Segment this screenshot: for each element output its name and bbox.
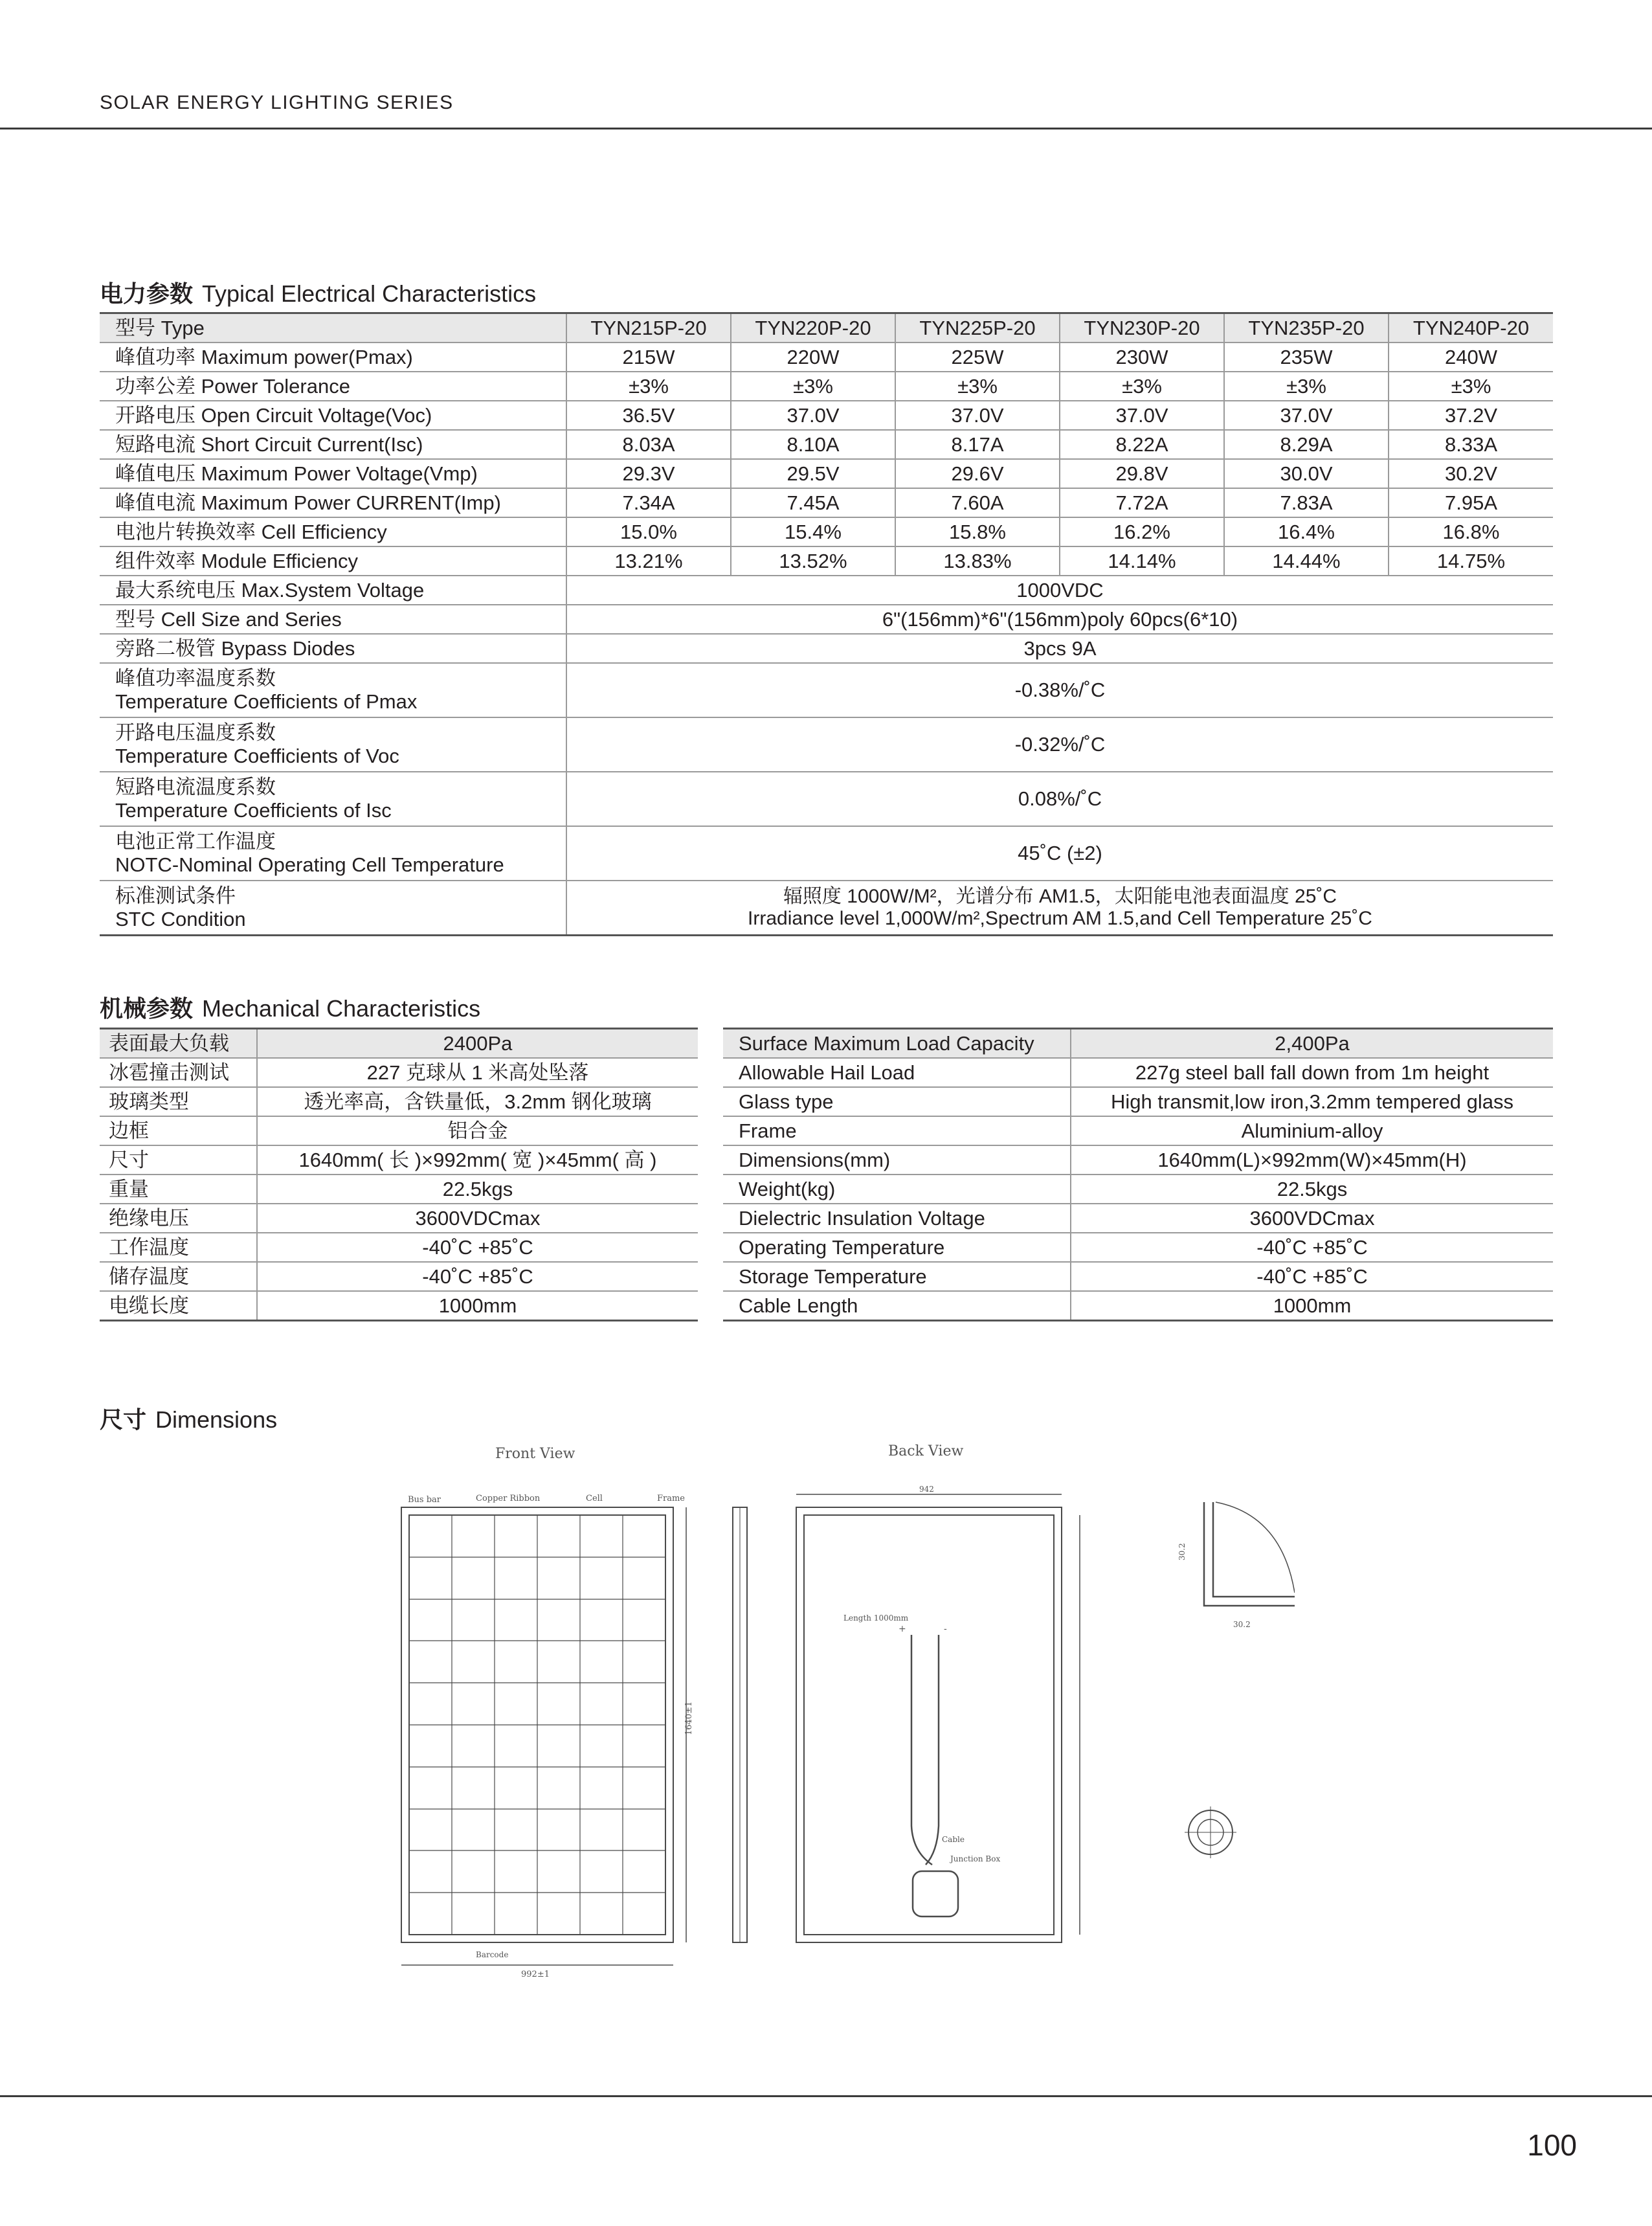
row-label: Surface Maximum Load Capacity [723,1029,1071,1059]
electrical-title-en: Typical Electrical Characteristics [202,280,537,307]
cell-value: 14.44% [1224,546,1389,576]
model-header: TYN235P-20 [1224,313,1389,343]
back-view-label: Back View [888,1443,964,1459]
table-row [100,772,1553,826]
plus-sign-label: + [899,1624,906,1634]
row-label: 组件效率 Module Efficiency [100,546,566,576]
copper-ribbon-label: Copper Ribbon [476,1494,541,1503]
table-row [100,605,1553,634]
cable-length-label: Length 1000mm [843,1613,909,1623]
shared-value: 1000VDC [566,576,1553,605]
model-header: TYN230P-20 [1060,313,1224,343]
cell-value: 227 克球从 1 米高处坠落 [257,1058,698,1087]
cell-value: ±3% [731,372,895,401]
cell-value: ±3% [566,372,731,401]
cell-value: 2,400Pa [1071,1029,1553,1059]
table-row [100,459,1553,488]
row-label: Frame [723,1116,1071,1145]
row-label: 功率公差 Power Tolerance [100,372,566,401]
minus-sign-label: - [944,1624,947,1634]
cell-value: 铝合金 [257,1116,698,1145]
cell-value: 透光率高，含铁量低，3.2mm 钢化玻璃 [257,1087,698,1116]
table-header-row [100,313,1553,343]
electrical-table [100,312,1553,936]
back-panel-outer [796,1507,1062,1942]
cell-grid [409,1515,665,1935]
row-label: Glass type [723,1087,1071,1116]
width-dimension-text: 992±1 [521,1970,550,1979]
row-label: 旁路二极管 Bypass Diodes [100,634,566,663]
cell-value: 30.0V [1224,459,1389,488]
row-label: Cable Length [723,1291,1071,1321]
table-row [100,826,1553,881]
table-row [100,1233,698,1262]
type-label: 型号 Type [100,313,566,343]
cell-value: ±3% [1224,372,1389,401]
table-row [100,430,1553,459]
cell-value: 13.83% [895,546,1060,576]
cell-value: Aluminium-alloy [1071,1116,1553,1145]
table-row [100,1029,698,1059]
row-label: Operating Temperature [723,1233,1071,1262]
cell-value: 8.29A [1224,430,1389,459]
dimension-drawing [363,1437,1295,2007]
row-label: 电池片转换效率 Cell Efficiency [100,517,566,546]
cell-value: 14.14% [1060,546,1224,576]
cell-value: 16.2% [1060,517,1224,546]
mechanical-table-en [723,1028,1553,1321]
footer-divider [0,2095,1652,2097]
cell-value: 29.5V [731,459,895,488]
cell-value: -40˚C +85˚C [257,1233,698,1262]
row-label: Allowable Hail Load [723,1058,1071,1087]
shared-value: 6"(156mm)*6"(156mm)poly 60pcs(6*10) [566,605,1553,634]
stc-value [566,881,1553,936]
cell-value: -40˚C +85˚C [1071,1233,1553,1262]
row-label: 最大系统电压 Max.System Voltage [100,576,566,605]
junction-box-label: Junction Box [950,1854,1001,1863]
cell-value: 227g steel ball fall down from 1m height [1071,1058,1553,1087]
cell-value: 230W [1060,343,1224,372]
row-label-en: Temperature Coefficients of Pmax [115,690,418,713]
row-label: Dielectric Insulation Voltage [723,1204,1071,1233]
shared-value: 45˚C (±2) [566,826,1553,881]
row-label [100,826,566,881]
dimensions-title-en: Dimensions [155,1406,278,1433]
table-row [723,1116,1553,1145]
row-label-cn: 短路电流温度系数 [115,776,276,799]
table-row [723,1145,1553,1175]
row-label: 峰值电压 Maximum Power Voltage(Vmp) [100,459,566,488]
cell-value: 16.4% [1224,517,1389,546]
table-row [100,1058,698,1087]
cell-value: 1640mm( 长 )×992mm( 宽 )×45mm( 高 ) [257,1145,698,1175]
row-label-cn: 电池正常工作温度 [115,830,276,853]
row-label: 工作温度 [100,1233,257,1262]
table-row [723,1233,1553,1262]
row-label-en: NOTC-Nominal Operating Cell Temperature [115,853,504,876]
dimensions-title-cn: 尺寸 [100,1407,147,1433]
row-label [100,772,566,826]
cell-value: 220W [731,343,895,372]
cell-value: -40˚C +85˚C [257,1262,698,1291]
row-label: 开路电压 Open Circuit Voltage(Voc) [100,401,566,430]
cell-value: 37.0V [731,401,895,430]
row-label-cn: 标准测试条件 [115,884,236,908]
row-label: 尺寸 [100,1145,257,1175]
header-divider [0,128,1652,129]
cell-value: -40˚C +85˚C [1071,1262,1553,1291]
row-label-en: Temperature Coefficients of Isc [115,799,392,822]
table-row [100,634,1553,663]
stc-value-en: Irradiance level 1,000W/m²,Spectrum AM 1.5,and Cell Temperature 25˚C [748,908,1372,929]
cell-value: 22.5kgs [257,1175,698,1204]
cell-value: High transmit,low iron,3.2mm tempered glass [1071,1087,1553,1116]
row-label-en: STC Condition [115,908,246,930]
table-row [100,881,1553,936]
table-row [100,1145,698,1175]
table-row [723,1087,1553,1116]
table-row [100,546,1553,576]
cell-value: 36.5V [566,401,731,430]
electrical-title-cn: 电力参数 [100,281,194,308]
cable-positive [911,1635,932,1865]
barcode-label: Barcode [476,1950,509,1959]
frame-cross-section [1204,1502,1295,1606]
table-row [100,488,1553,517]
cell-value: ±3% [895,372,1060,401]
cell-value: 225W [895,343,1060,372]
row-label: 冰雹撞击测试 [100,1058,257,1087]
table-row [100,717,1553,772]
shared-value: 3pcs 9A [566,634,1553,663]
table-row [723,1029,1553,1059]
mechanical-title-cn: 机械参数 [100,996,194,1022]
back-width-dimension-text: 942 [919,1485,934,1494]
cell-value: 240W [1389,343,1553,372]
cell-value: 37.2V [1389,401,1553,430]
cell-value: 7.45A [731,488,895,517]
model-header: TYN225P-20 [895,313,1060,343]
bus-bar-label: Bus bar [408,1495,441,1505]
frame-label: Frame [657,1494,686,1503]
cell-value: 14.75% [1389,546,1553,576]
shared-value: -0.38%/˚C [566,663,1553,717]
table-row [100,1175,698,1204]
cell-value: 3600VDCmax [257,1204,698,1233]
frame-detail-arc [1216,1502,1295,1593]
table-row [100,576,1553,605]
row-label-cn: 开路电压温度系数 [115,721,276,745]
shared-value: 0.08%/˚C [566,772,1553,826]
table-row [100,1116,698,1145]
mechanical-table-cn [100,1028,698,1321]
cell-value: 22.5kgs [1071,1175,1553,1204]
cell-value: ±3% [1389,372,1553,401]
cable-negative [926,1635,939,1865]
row-label: 重量 [100,1175,257,1204]
cell-value: 7.34A [566,488,731,517]
cell-value: 37.0V [895,401,1060,430]
cell-value: 7.72A [1060,488,1224,517]
cell-value: 15.4% [731,517,895,546]
cell-value: 235W [1224,343,1389,372]
row-label: Weight(kg) [723,1175,1071,1204]
table-row [100,372,1553,401]
cell-value: 8.03A [566,430,731,459]
cell-value: 215W [566,343,731,372]
row-label: 峰值电流 Maximum Power CURRENT(Imp) [100,488,566,517]
row-label: 边框 [100,1116,257,1145]
cell-value: 15.0% [566,517,731,546]
table-row [100,517,1553,546]
cell-label: Cell [586,1494,603,1503]
row-label: 储存温度 [100,1262,257,1291]
table-row [723,1175,1553,1204]
row-label: 型号 Cell Size and Series [100,605,566,634]
cell-value: 15.8% [895,517,1060,546]
row-label: 表面最大负载 [100,1029,257,1059]
dimensions-section-title [100,1402,277,1435]
mechanical-title-en: Mechanical Characteristics [202,995,481,1022]
cell-value: ±3% [1060,372,1224,401]
table-row [723,1058,1553,1087]
cell-value: 29.6V [895,459,1060,488]
cell-value: 7.83A [1224,488,1389,517]
table-row [100,1291,698,1321]
model-header: TYN215P-20 [566,313,731,343]
row-label: Dimensions(mm) [723,1145,1071,1175]
series-title: SOLAR ENERGY LIGHTING SERIES [100,92,454,113]
cell-value: 2400Pa [257,1029,698,1059]
row-label: 峰值功率 Maximum power(Pmax) [100,343,566,372]
mechanical-section-title [100,991,480,1024]
cell-value: 7.60A [895,488,1060,517]
table-row [100,401,1553,430]
cell-value: 30.2V [1389,459,1553,488]
cell-value: 1640mm(L)×992mm(W)×45mm(H) [1071,1145,1553,1175]
cable-label: Cable [942,1835,965,1844]
cell-value: 8.10A [731,430,895,459]
shared-value: -0.32%/˚C [566,717,1553,772]
cell-value: 13.21% [566,546,731,576]
table-row [723,1204,1553,1233]
table-row [100,1262,698,1291]
row-label: 绝缘电压 [100,1204,257,1233]
row-label [100,663,566,717]
cell-value: 16.8% [1389,517,1553,546]
row-label-cn: 峰值功率温度系数 [115,667,276,690]
model-header: TYN220P-20 [731,313,895,343]
table-row [723,1291,1553,1321]
cell-value: 37.0V [1060,401,1224,430]
row-label [100,717,566,772]
row-label-en: Temperature Coefficients of Voc [115,745,399,767]
row-label [100,881,566,936]
row-label: 短路电流 Short Circuit Current(Isc) [100,430,566,459]
table-row [100,343,1553,372]
cell-value: 3600VDCmax [1071,1204,1553,1233]
profile-height-text: 30.2 [1178,1543,1187,1560]
cell-value: 8.33A [1389,430,1553,459]
row-label: 电缆长度 [100,1291,257,1321]
junction-box [913,1871,958,1917]
table-row [723,1262,1553,1291]
table-row [100,663,1553,717]
cell-value: 8.17A [895,430,1060,459]
table-row [100,1087,698,1116]
cell-value: 8.22A [1060,430,1224,459]
model-header: TYN240P-20 [1389,313,1553,343]
page-number: 100 [1527,2128,1577,2162]
front-view-label: Front View [495,1446,575,1462]
cell-value: 29.3V [566,459,731,488]
cell-value: 7.95A [1389,488,1553,517]
cell-value: 29.8V [1060,459,1224,488]
cell-value: 1000mm [257,1291,698,1321]
electrical-section-title [100,276,536,309]
row-label: 玻璃类型 [100,1087,257,1116]
stc-value-cn: 辐照度 1000W/M²，光谱分布 AM1.5，太阳能电池表面温度 25˚C [783,885,1337,907]
row-label: Storage Temperature [723,1262,1071,1291]
cell-value: 1000mm [1071,1291,1553,1321]
height-dimension-text: 1640±1 [684,1701,694,1735]
cell-value: 37.0V [1224,401,1389,430]
cell-value: 13.52% [731,546,895,576]
table-row [100,1204,698,1233]
profile-width-text: 30.2 [1233,1620,1251,1629]
